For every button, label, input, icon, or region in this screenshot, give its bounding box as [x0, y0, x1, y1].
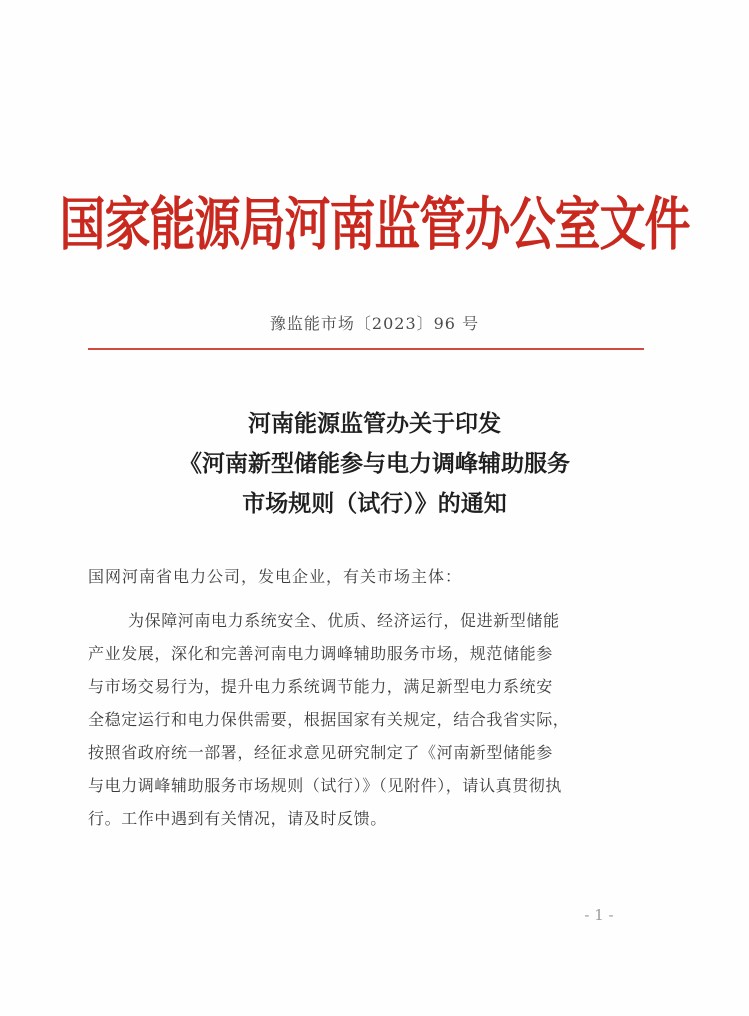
agency-header-title: 国家能源局河南监管办公室文件 [59, 190, 690, 258]
document-number: 豫监能市场〔2023〕96 号 [269, 314, 480, 333]
title-line: 《河南新型储能参与电力调峰辅助服务 [179, 450, 570, 477]
body-line: 按照省政府统一部署，经征求意见研究制定了《河南新型储能参 [88, 743, 553, 762]
body-line: 产业发展，深化和完善河南电力调峰辅助服务市场，规范储能参 [88, 644, 553, 663]
addressee-line: 国网河南省电力公司，发电企业，有关市场主体： [88, 567, 463, 586]
red-divider-line [88, 348, 644, 350]
title-line: 河南能源监管办关于印发 [248, 410, 501, 437]
body-line: 与市场交易行为，提升电力系统调节能力，满足新型电力系统安 [88, 677, 553, 696]
body-line: 行。工作中遇到有关情况，请及时反馈。 [88, 809, 387, 828]
body-line: 为保障河南电力系统安全、优质、经济运行，促进新型储能 [128, 611, 560, 630]
body-line: 与电力调峰辅助服务市场规则（试行）》（见附件），请认真贯彻执 [88, 776, 563, 795]
title-line: 市场规则（试行）》的通知 [242, 490, 507, 517]
body-paragraph [88, 604, 648, 835]
notice-title [0, 404, 749, 524]
body-line: 全稳定运行和电力保供需要，根据国家有关规定，结合我省实际， [88, 710, 570, 729]
page-number: - 1 - [584, 906, 614, 924]
